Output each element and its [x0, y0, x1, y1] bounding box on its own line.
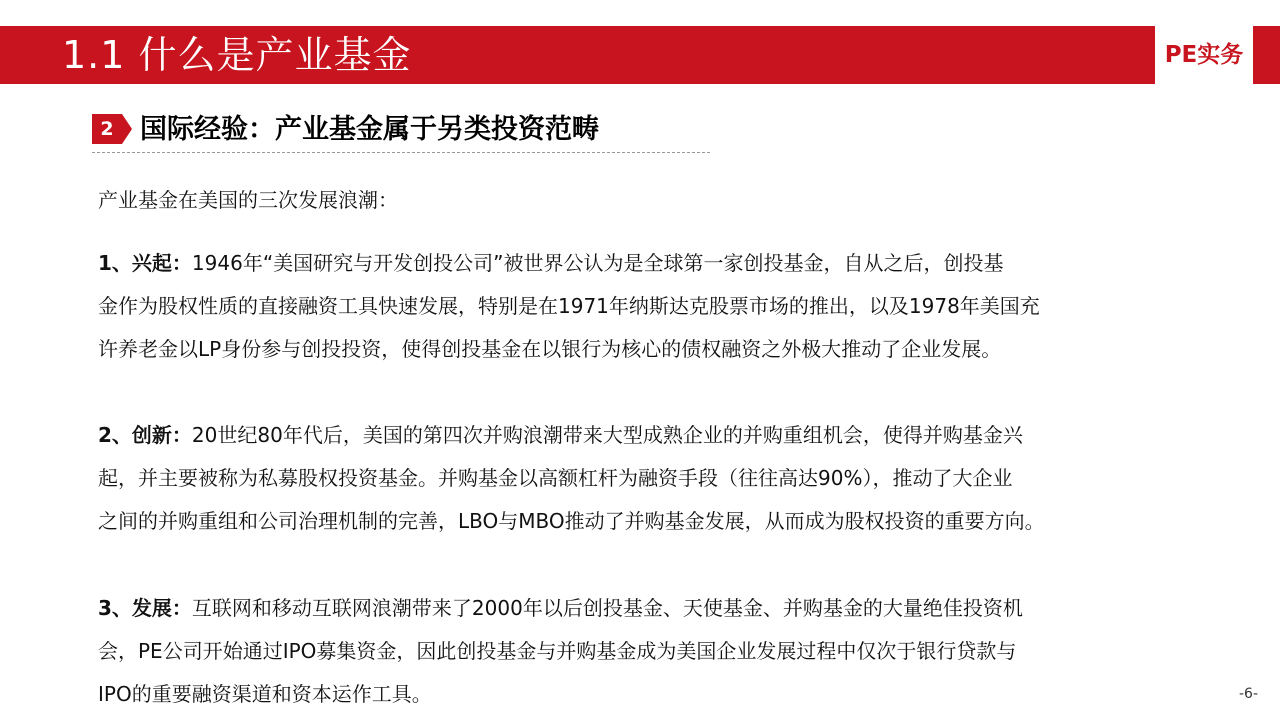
paragraph-lead: 1、兴起： [98, 251, 192, 275]
badge-arrow-icon [122, 114, 132, 144]
title-bar [0, 26, 1155, 84]
paragraph-development [98, 587, 1228, 716]
section-title: 国际经验：产业基金属于另类投资范畴 [140, 114, 599, 145]
paragraph-text: 互联网和移动互联网浪潮带来了2000年以后创投基金、天使基金、并购基金的大量绝佳投资机 [191, 596, 1023, 620]
paragraph-lead: 3、发展： [98, 596, 192, 620]
paragraph-line: 起，并主要被称为私募股权投资基金。并购基金以高额杠杆为融资手段（往往高达90%），推动了大企业 [98, 466, 1013, 490]
paragraph-line [98, 587, 1228, 630]
brand-bar-accent [1253, 26, 1280, 84]
paragraph-innovation [98, 414, 1228, 543]
intro-text: 产业基金在美国的三次发展浪潮： [98, 188, 398, 212]
slide-title: 1.1 什么是产业基金 [62, 33, 412, 77]
paragraph-line: 金作为股权性质的直接融资工具快速发展，特别是在1971年纳斯达克股票市场的推出，以及1978年美国充 [98, 294, 1040, 318]
section-number-badge: 2 [92, 114, 122, 144]
paragraph-line: 之间的并购重组和公司治理机制的完善，LBO与MBO推动了并购基金发展，从而成为股权投资的重要方向。 [98, 509, 1045, 533]
paragraph-text: 20世纪80年代后，美国的第四次并购浪潮带来大型成熟企业的并购重组机会，使得并购基金兴 [191, 423, 1023, 447]
paragraph-lead: 2、创新： [98, 423, 192, 447]
paragraph-line: 会，PE公司开始通过IPO募集资金，因此创投基金与并购基金成为美国企业发展过程中仅次于银行贷款与 [98, 639, 1017, 663]
paragraph-text: 1946年“美国研究与开发创投公司”被世界公认为是全球第一家创投基金，自从之后，创投基 [191, 251, 1004, 275]
paragraph-line: 许养老金以LP身份参与创投投资，使得创投基金在以银行为核心的债权融资之外极大推动了企业发展。 [98, 337, 1002, 361]
brand-logo: PE实务 [1164, 42, 1244, 68]
paragraph-rise [98, 242, 1228, 371]
paragraph-line [98, 414, 1228, 457]
paragraph-line: IPO的重要融资渠道和资本运作工具。 [98, 682, 432, 706]
page-number: -6- [1238, 686, 1258, 702]
section-heading [92, 108, 710, 153]
paragraph-line [98, 242, 1228, 285]
